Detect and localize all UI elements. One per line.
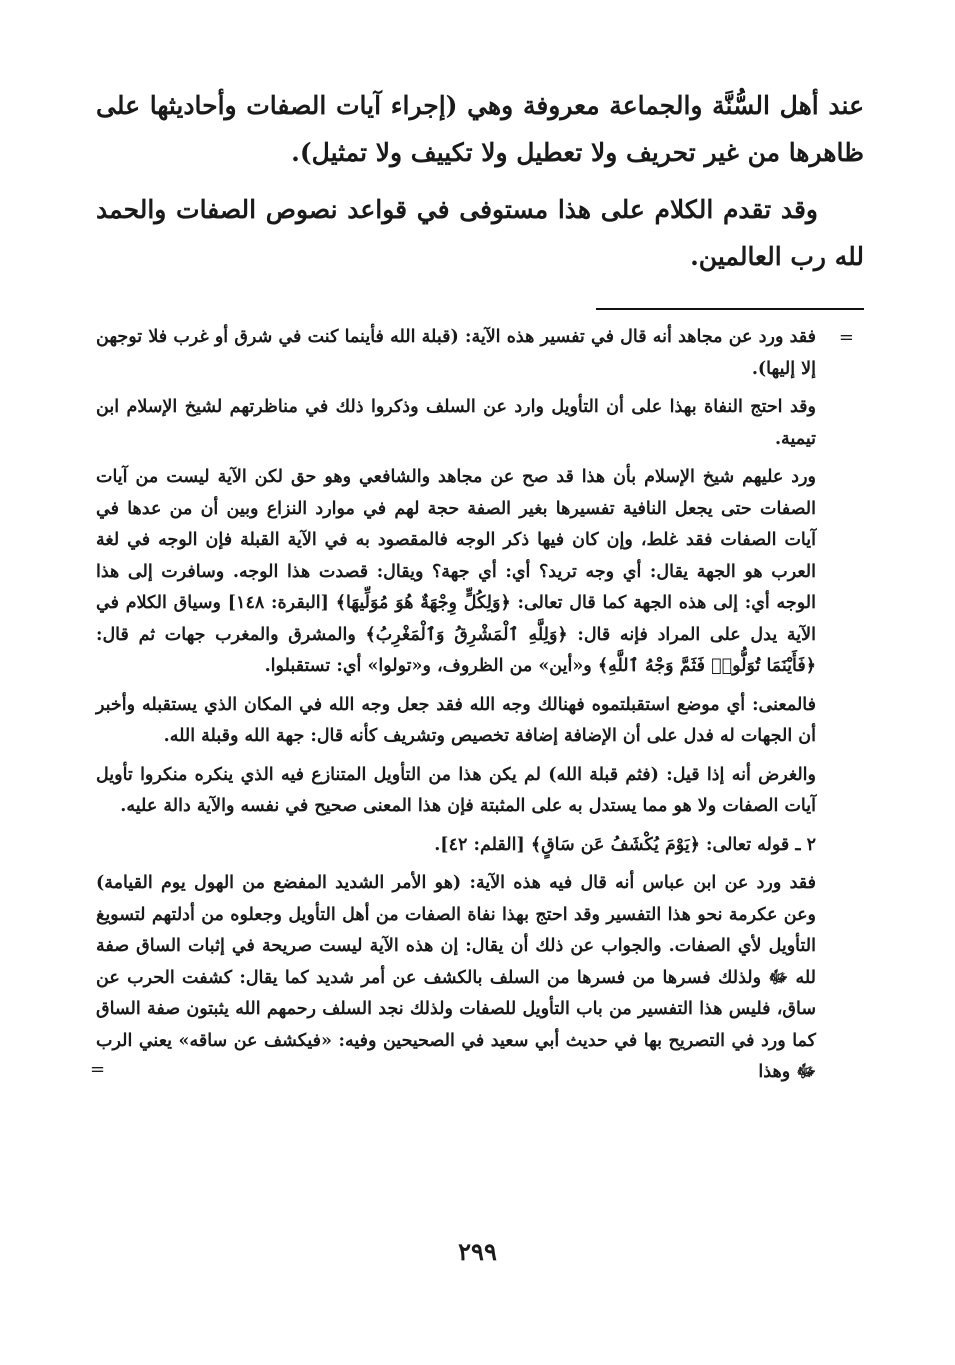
continuation-mark-start: = <box>838 327 854 348</box>
footnote-separator <box>596 308 864 310</box>
main-paragraph-2: وقد تقدم الكلام على هذا مستوفى في قواعد نصوص الصفات والحمد لله رب العالمين. <box>96 195 864 271</box>
main-text <box>96 82 864 280</box>
footnote-paragraph-1: فقد ورد عن مجاهد أنه قال في تفسير هذه الآية: (قبلة الله فأينما كنت في شرق أو غرب فلا توجهن إلا إليها). <box>96 327 816 379</box>
footnote-paragraph-3: ورد عليهم شيخ الإسلام بأن هذا قد صح عن مجاهد والشافعي وهو حق لكن الآية ليست من آيات الصفات حتى يجعل النافية تفسيرها بغير الصفة حجة لهم في موارد النزاع وبين أن من عدها في آيات الصفات فقد غلط، وإن كان فيها ذكر الوجه فالمقصود به في الآية القبلة فإن الوجه في لغة العرب هو الجهة يقال: أي وجه تريد؟ أي: أي جهة؟ ويقال: قصدت هذا الوجه. وسافرت إلى هذا الوجه أي: إلى هذه الجهة كما قال تعالى: ﴿وَلِكُلٍّ وِجْهَةٌ هُوَ مُوَلِّيهَا﴾ [البقرة: ١٤٨] وسياق الكلام في الآية يدل على المراد فإنه قال: ﴿وَلِلَّهِ ٱلْمَشْرِقُ وَٱلْمَغْرِبُ﴾ والمشرق والمغرب جهات ثم قال: ﴿فَأَيْنَمَا تُوَلُّوا۟ فَثَمَّ وَجْهُ ٱللَّهِ﴾ و«أين» من الظروف، و«تولوا» أي: تستقبلوا. <box>96 467 816 676</box>
footnotes <box>90 322 864 1089</box>
footnote-paragraph-4: فالمعنى: أي موضع استقبلتموه فهنالك وجه الله فقد جعل وجه الله في المكان الذي يستقبله وأخبر أن الجهات له فدل على أن الإضافة إضافة تخصيص وتشريف كأنه قال: جهة الله وقبلة الله. <box>96 694 816 746</box>
footnote-paragraph-7: فقد ورد عن ابن عباس أنه قال فيه هذه الآية: (هو الأمر الشديد المفضع من الهول يوم القيامة) وعن عكرمة نحو هذا التفسير وقد احتج بهذا نفاة الصفات من أهل التأويل وجعلوه من أدلتهم لتسويغ التأويل لأي الصفات. والجواب عن ذلك أن يقال: إن هذه الآية ليست صريحة في إثبات الساق صفة لله ﷻ ولذلك فسرها من فسرها من السلف بالكشف عن أمر شديد كما يقال: كشفت الحرب عن ساق، فليس هذا التفسير من باب التأويل للصفات ولذلك نجد السلف رحمهم الله يثبتون صفة الساق كما ورد في التصريح بها في حديث أبي سعيد في الصحيحين وفيه: «فيكشف عن ساقه» يعني الرب ﷻ وهذا <box>96 873 816 1082</box>
footnote-paragraph-5: والغرض أنه إذا قيل: (فثم قبلة الله) لم يكن هذا من التأويل المتنازع فيه الذي ينكره منكروا تأويل آيات الصفات ولا هو مما يستدل به على المثبتة فإن هذا المعنى صحيح في نفسه والآية دالة عليه. <box>96 764 816 816</box>
page-body <box>90 82 864 1096</box>
page-number: ٢٩٩ <box>458 1237 497 1266</box>
footnote-paragraph-6: ٢ ـ قوله تعالى: ﴿يَوْمَ يُكْشَفُ عَن سَاقٍ﴾ [القلم: ٤٢]. <box>434 834 816 855</box>
continuation-mark-end: = <box>90 1058 106 1080</box>
footnote-paragraph-2: وقد احتج النفاة بهذا على أن التأويل وارد عن السلف وذكروا ذلك في مناظرتهم لشيخ الإسلام ابن تيمية. <box>96 397 816 449</box>
main-paragraph-1: عند أهل السُّنَّة والجماعة معروفة وهي (إجراء آيات الصفات وأحاديثها على ظاهرها من غير تحريف ولا تعطيل ولا تكييف ولا تمثيل). <box>96 91 864 167</box>
